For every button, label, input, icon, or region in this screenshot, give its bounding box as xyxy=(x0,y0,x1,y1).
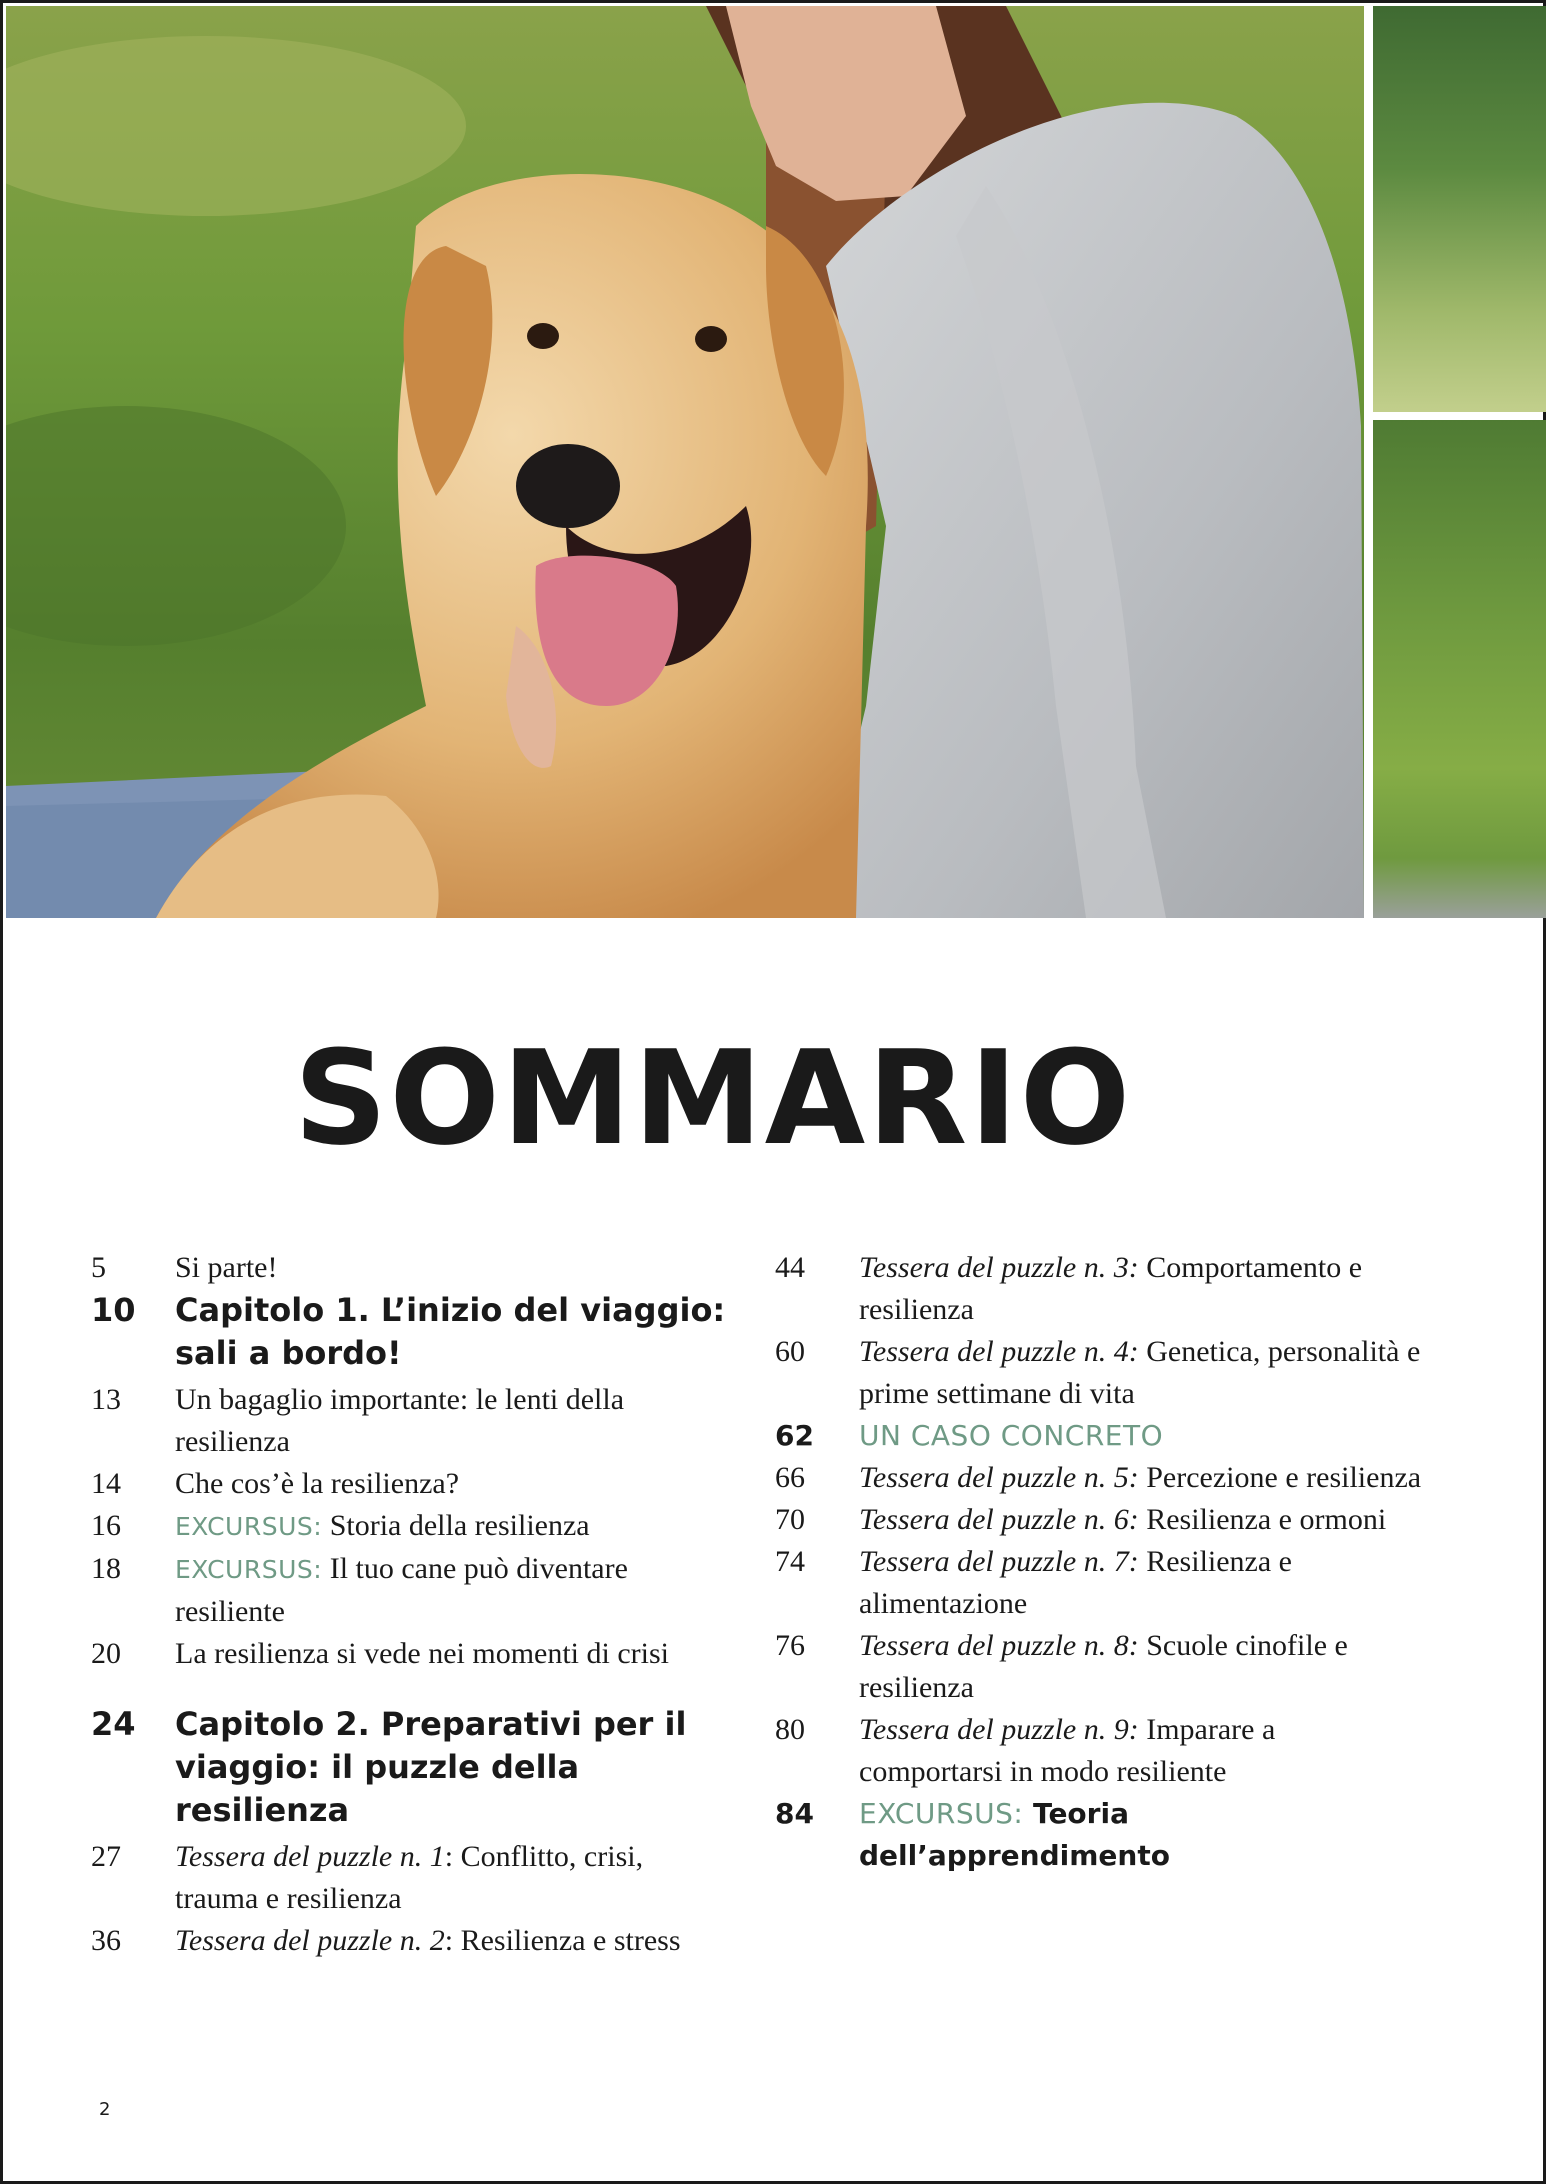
grass-photo xyxy=(1373,420,1546,918)
toc-entry-text: Scuole cinofile e resilienza xyxy=(859,1629,1348,1704)
toc-entry-text: : Resilienza e stress xyxy=(444,1924,681,1957)
page-number: 2 xyxy=(99,2099,111,2120)
toc-entry-text: Il tuo cane può diventare resiliente xyxy=(175,1552,628,1628)
puzzle-piece-label: Tessera del puzzle n. 8: xyxy=(859,1629,1139,1662)
toc-page-number: 44 xyxy=(775,1251,805,1284)
toc-page-number: 5 xyxy=(91,1251,106,1284)
toc-chapter-entry xyxy=(91,1289,731,1375)
toc-entry-text: Un bagaglio importante: le lenti della resilienza xyxy=(175,1383,625,1458)
puzzle-piece-label: Tessera del puzzle n. 5: xyxy=(859,1461,1139,1494)
toc-page-number: 74 xyxy=(775,1545,805,1578)
toc-entry xyxy=(91,1247,731,1289)
toc-entry xyxy=(775,1793,1425,1877)
puzzle-piece-label: Tessera del puzzle n. 9: xyxy=(859,1713,1139,1746)
toc-page-number: 62 xyxy=(775,1419,814,1452)
toc-entry xyxy=(775,1499,1425,1541)
toc-entry xyxy=(775,1541,1425,1625)
toc-entry xyxy=(775,1709,1425,1793)
excursus-label: EXCURSUS: xyxy=(859,1797,1024,1830)
page-title: SOMMARIO xyxy=(293,1022,1133,1174)
toc-page-number: 18 xyxy=(91,1552,121,1585)
toc-entry xyxy=(91,1836,731,1920)
case-study-label: UN CASO CONCRETO xyxy=(859,1419,1164,1452)
toc-entry-text: Comportamento e resilienza xyxy=(859,1251,1363,1326)
grass-photo xyxy=(1373,6,1546,412)
toc-page-number: 14 xyxy=(91,1467,121,1500)
toc-entry xyxy=(91,1379,731,1463)
toc-entry xyxy=(91,1548,731,1633)
puzzle-piece-label: Tessera del puzzle n. 6: xyxy=(859,1503,1139,1536)
toc-entry xyxy=(775,1415,1425,1457)
toc-chapter-entry xyxy=(91,1703,731,1832)
toc-page-number: 76 xyxy=(775,1629,805,1662)
toc-entry-text: Imparare a comportarsi in modo resiliente xyxy=(859,1713,1276,1788)
toc-page-number: 24 xyxy=(91,1705,136,1743)
toc-page-number: 27 xyxy=(91,1840,121,1873)
toc-entry-text: Resilienza e ormoni xyxy=(1138,1503,1387,1536)
toc-entry-text: Teoria dell’apprendimento xyxy=(859,1797,1170,1872)
toc-page-number: 13 xyxy=(91,1383,121,1416)
toc-page-number: 36 xyxy=(91,1924,121,1957)
toc-left-column xyxy=(91,1247,731,1962)
puzzle-piece-label: Tessera del puzzle n. 4: xyxy=(859,1335,1139,1368)
toc-page-number: 16 xyxy=(91,1509,121,1542)
toc-entry xyxy=(91,1505,731,1548)
toc-entry-text: : Conflitto, crisi, trauma e resilienza xyxy=(175,1840,644,1915)
toc-entry xyxy=(91,1920,731,1962)
toc-page-number: 60 xyxy=(775,1335,805,1368)
toc-entry xyxy=(775,1457,1425,1499)
toc-page-number: 10 xyxy=(91,1291,136,1329)
toc-entry xyxy=(775,1247,1425,1331)
toc-chapter-title: Capitolo 2. Preparativi per il viaggio: il puzzle della resilienza xyxy=(175,1705,687,1829)
toc-entry-text: Storia della resilienza xyxy=(322,1509,590,1542)
toc-right-column xyxy=(775,1247,1425,1877)
toc-page-number: 20 xyxy=(91,1637,121,1670)
toc-page-number: 84 xyxy=(775,1797,814,1830)
puzzle-piece-label: Tessera del puzzle n. 2 xyxy=(175,1924,445,1957)
toc-entry-text: La resilienza si vede nei momenti di crisi xyxy=(175,1637,670,1670)
toc-page-number: 70 xyxy=(775,1503,805,1536)
woman-hugging-golden-retriever-photo xyxy=(6,6,1364,918)
toc-page-number: 80 xyxy=(775,1713,805,1746)
puzzle-piece-label: Tessera del puzzle n. 7: xyxy=(859,1545,1139,1578)
toc-entry-text: Resilienza e alimentazione xyxy=(859,1545,1293,1620)
toc-page-number: 66 xyxy=(775,1461,805,1494)
toc-entry-text: Che cos’è la resilienza? xyxy=(175,1467,460,1500)
excursus-label: EXCURSUS: xyxy=(175,1512,323,1541)
puzzle-piece-label: Tessera del puzzle n. 3: xyxy=(859,1251,1139,1284)
toc-entry-text: Percezione e resilienza xyxy=(1138,1461,1422,1494)
toc-entry xyxy=(775,1625,1425,1709)
toc-entry-text: Si parte! xyxy=(175,1251,278,1284)
toc-entry xyxy=(91,1463,731,1505)
puzzle-piece-label: Tessera del puzzle n. 1 xyxy=(175,1840,445,1873)
excursus-label: EXCURSUS: xyxy=(175,1555,323,1584)
toc-entry-text: Genetica, personalità e prime settimane di vita xyxy=(859,1335,1421,1410)
toc-entry xyxy=(91,1633,731,1675)
toc-entry xyxy=(775,1331,1425,1415)
toc-chapter-title: Capitolo 1. L’inizio del viaggio: sali a bordo! xyxy=(175,1291,726,1372)
